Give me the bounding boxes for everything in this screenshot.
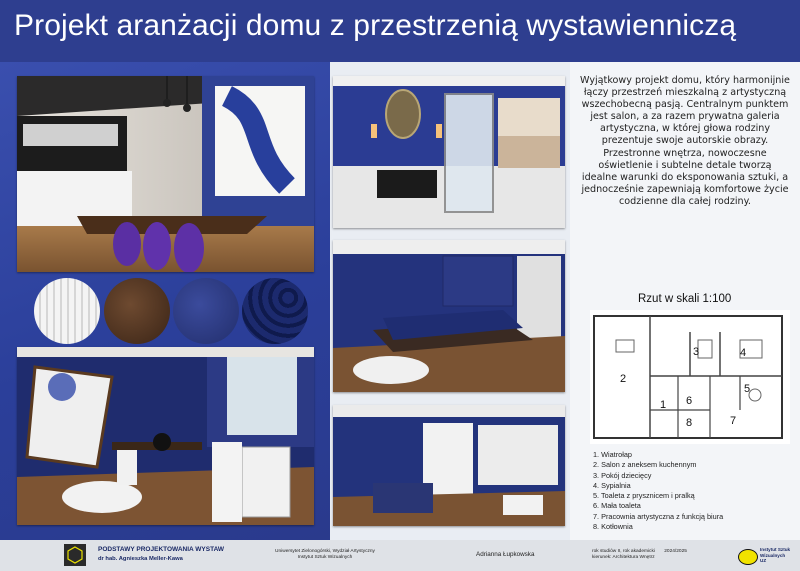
room-number-5: 5 [744, 383, 751, 395]
studio-render-image [17, 347, 314, 525]
swatch-navy-fabric [173, 278, 239, 344]
year-value: 2024/2025 [664, 549, 687, 554]
room-number-4: 4 [740, 347, 747, 359]
university-info [270, 549, 380, 561]
university-line: Uniwersytet Zielonogórski, Wydział Artystyczny [275, 549, 375, 554]
swatch-white-texture [34, 278, 100, 344]
badge-text [760, 547, 790, 564]
plan-title: Rzut w skali 1:100 [638, 293, 732, 305]
professor-name: dr hab. Agnieszka Meller-Kawa [98, 556, 183, 562]
room-number-8: 8 [686, 417, 693, 429]
bedroom-render-image [333, 240, 565, 392]
badge-line: UZ [760, 558, 767, 564]
legend-item: 4. Sypialnia [593, 480, 631, 490]
study-info [592, 549, 687, 562]
institute-badge [738, 546, 794, 568]
kitchen-render-image [17, 76, 314, 272]
project-description: Wyjątkowy projekt domu, który harmonijnie łączy przestrzeń mieszkalną z artystyczną wszechobecną pasją. Centralnym punktem jest salon, a za razem prywatna galeria artystyczna, w której głowa rodziny prezentuje swoje autorskie obrazy. Przestronne wnętrza, nowoczesne oświetlenie i subtelne detale tworzą idealne warunki do eksponowania sztuki, a jednocześnie zapewniają komfortowe życie codzienne dla całej rodziny. [580, 75, 790, 207]
legend-item: 3. Pokój dziecięcy [593, 470, 652, 480]
legend-item: 8. Kotłownia [593, 522, 633, 532]
swatch-navy-relief [242, 278, 308, 344]
legend-item: 1. Wiatrołap [593, 450, 632, 459]
room-number-6: 6 [686, 395, 693, 407]
plan-legend [593, 450, 793, 532]
legend-item: 7. Pracownia artystyczna z funkcją biura [593, 511, 724, 521]
header-banner [0, 0, 800, 62]
legend-item: 5. Toaleta z prysznicem i pralką [593, 491, 695, 501]
author-name: Adrianna Łupkowska [476, 551, 535, 558]
swatch-dark-wood [104, 278, 170, 344]
room-number-1: 1 [660, 399, 667, 411]
field-of-study: kierunek: Architektura Wnętrz [592, 555, 655, 561]
course-logo-icon [64, 544, 86, 566]
room-number-7: 7 [730, 415, 737, 427]
badge-line: Wizualnych [760, 552, 786, 558]
room-number-3: 3 [693, 346, 700, 358]
institute-line: Instytut Sztuk Wizualnych [297, 555, 353, 561]
floor-plan [590, 310, 790, 444]
legend-item: 2. Salon z aneksem kuchennym [593, 460, 697, 470]
eye-logo-icon [738, 549, 758, 565]
badge-line: Instytut Sztuk [760, 547, 791, 552]
kids-room-render-image [333, 405, 565, 526]
legend-item: 6. Mała toaleta [593, 501, 641, 511]
page-title: Projekt aranżacji domu z przestrzenią wystawienniczą [14, 9, 737, 42]
bathroom-render-image [333, 76, 565, 228]
course-name: PODSTAWY PROJEKTOWANIA WYSTAW [98, 546, 225, 553]
room-number-2: 2 [620, 373, 627, 385]
year-label: rok studiów II, rok akademicki [592, 549, 655, 554]
